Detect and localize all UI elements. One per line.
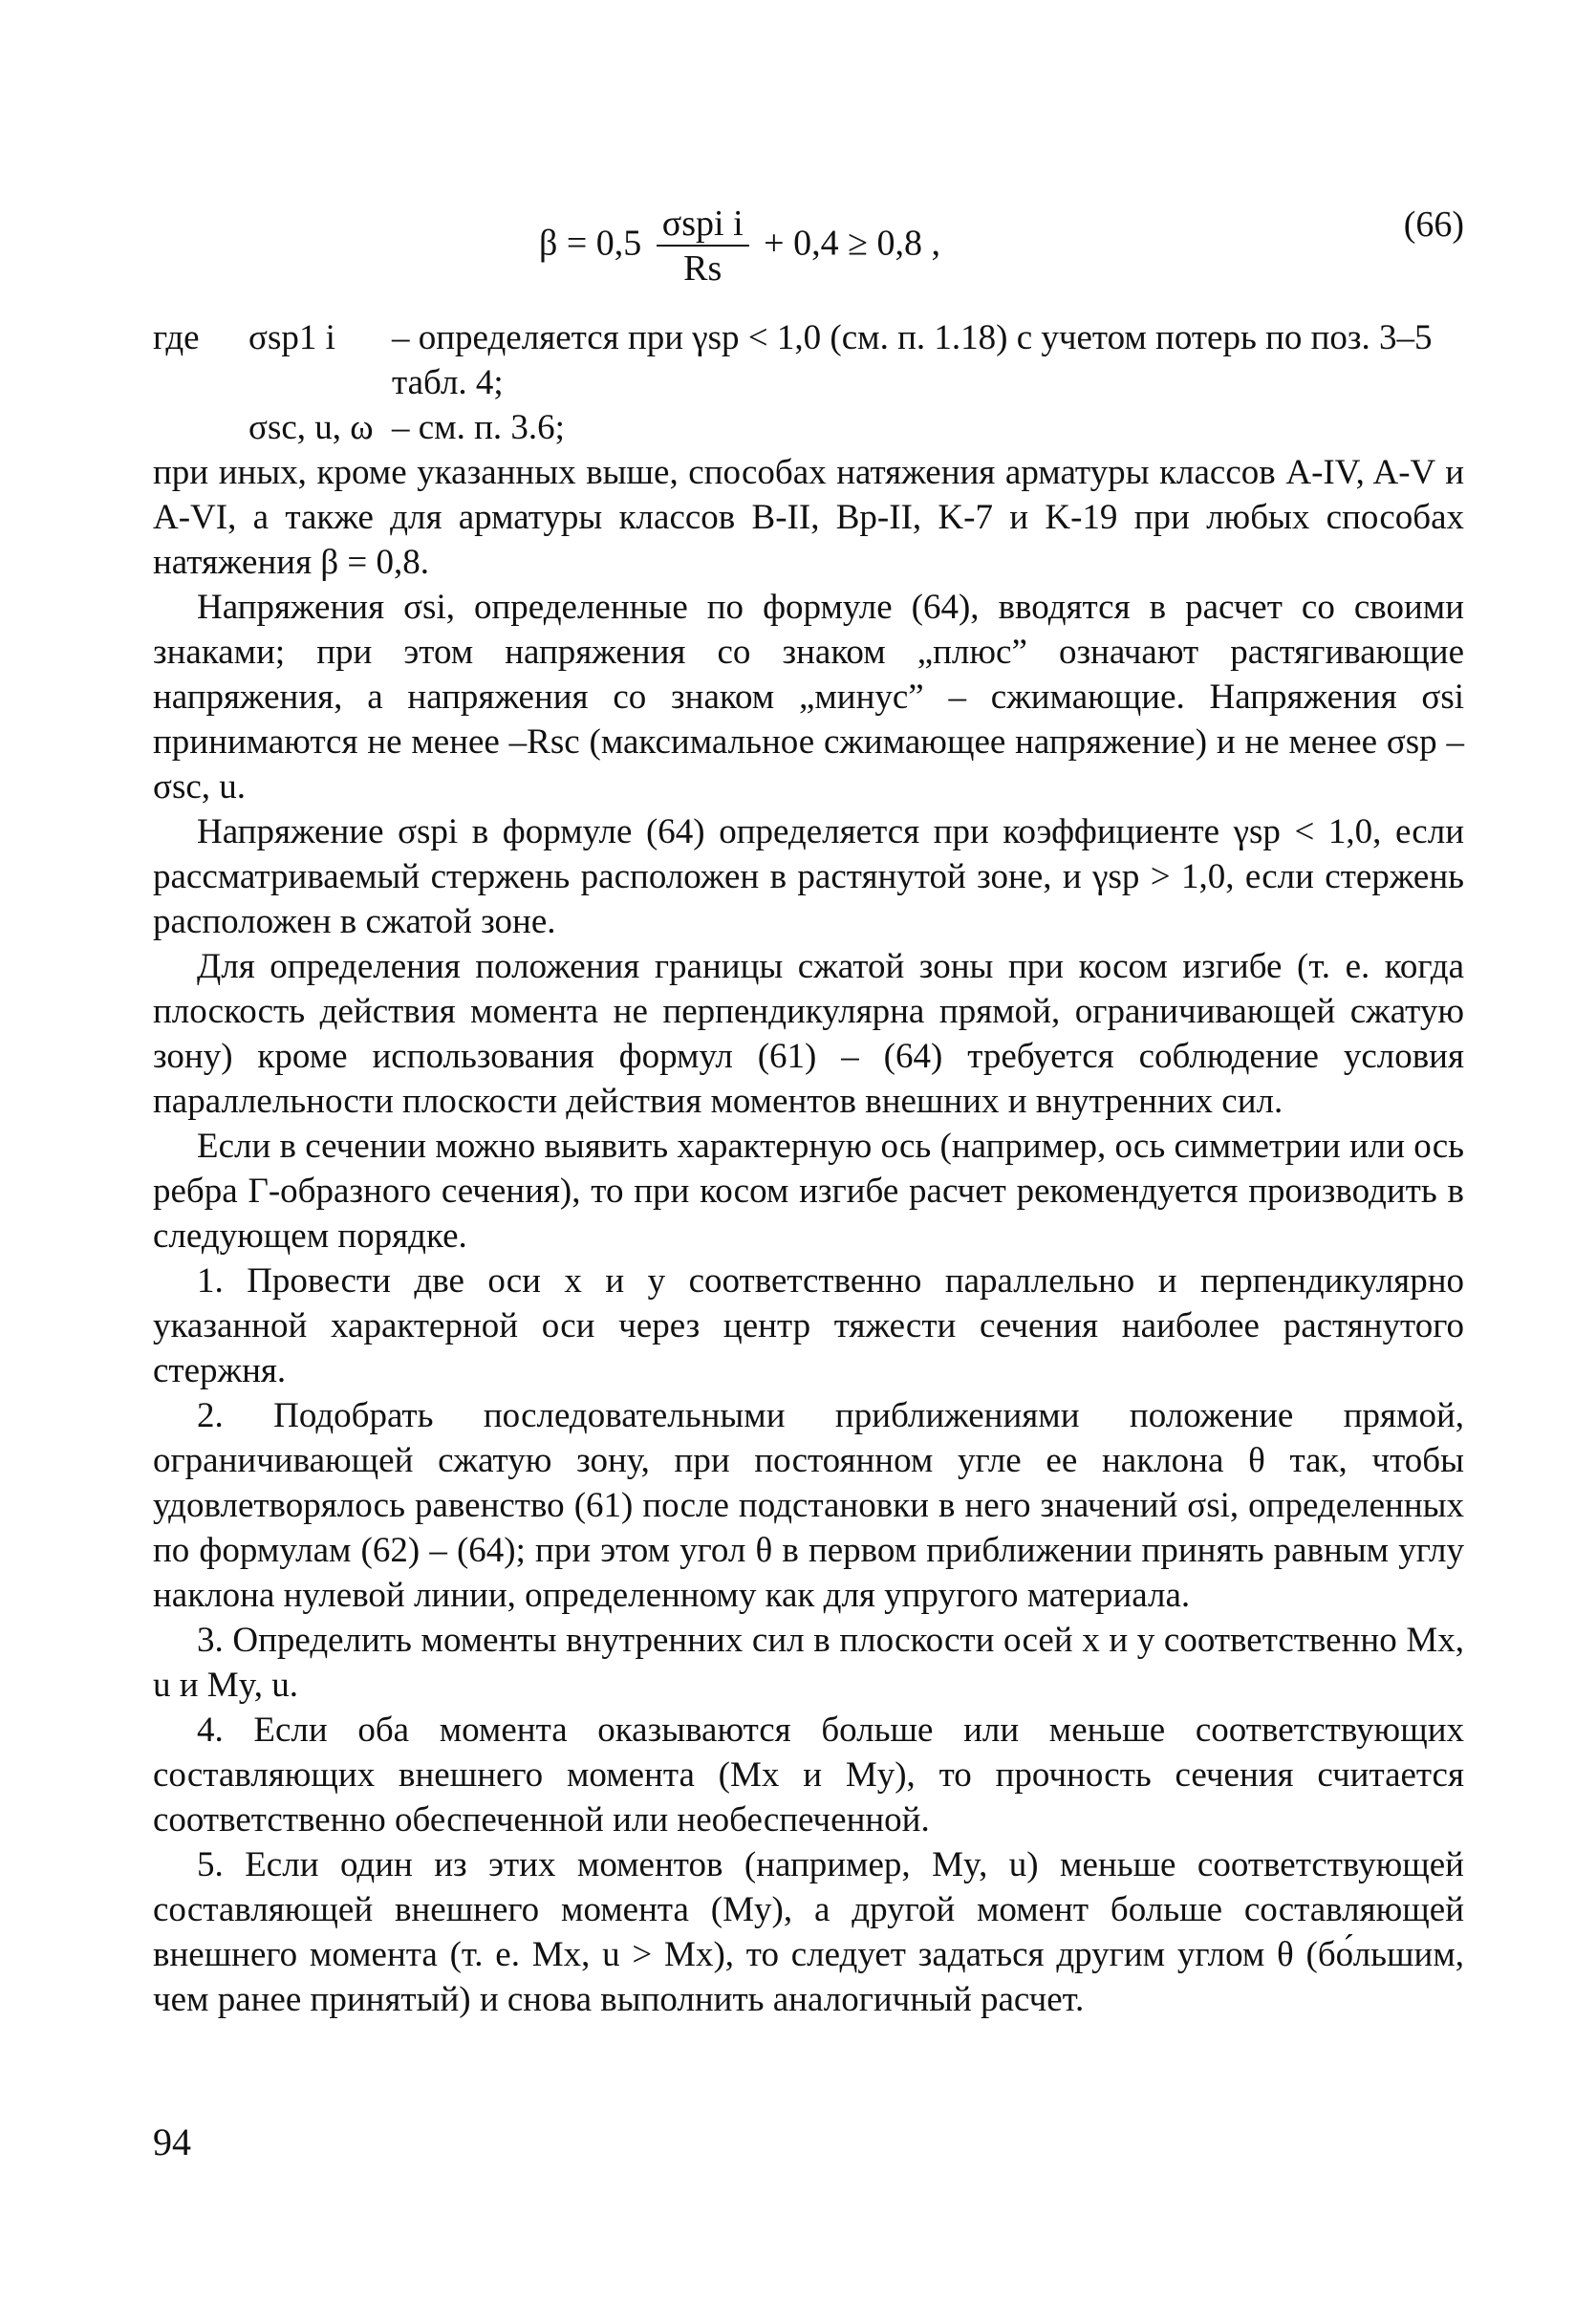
formula-expression <box>539 203 940 290</box>
list-item-3: 3. Определить моменты внутренних сил в плоскости осей x и y соответственно Mx, u и My, u. <box>153 1621 1464 1705</box>
formula-numerator: σspi i <box>657 203 749 247</box>
list-item-2: 2. Подобрать последовательными приближениями положение прямой, ограничивающей сжатую зону, при постоянном угле ее наклона θ так, чтобы удовлетворялось равенство (61) после подстановки в него значений σsi, определенных по формулам (62) – (64); при этом угол θ в первом приближении принять равным углу наклона нулевой линии, определенному как для упругого материала. <box>153 1396 1464 1615</box>
where-label: где <box>153 318 200 357</box>
where-text-2: – см. п. 3.6; <box>392 408 565 447</box>
where-text-1: – определяется при γsp < 1,0 (см. п. 1.18) с учетом потерь по поз. 3–5 табл. 4; <box>392 318 1433 402</box>
formula-66 <box>153 182 1464 315</box>
where-block <box>153 315 1464 450</box>
list-item-5: 5. Если один из этих моментов (например, My, u) меньше соответствующей составляющей внешнего момента (My), а другой момент больше составляющей внешнего момента (т. е. Mx, u > Mx), то следует задаться другим углом θ (бо́льшим, чем ранее принятый) и снова выполнить аналогичный расчет. <box>153 1845 1464 2019</box>
page-number: 94 <box>153 2120 191 2163</box>
where-symbol-1: σsp1 i <box>248 318 335 357</box>
page-body <box>153 182 1464 2022</box>
paragraph-3: Напряжение σspi в формуле (64) определяется при коэффициенте γsp < 1,0, если рассматриваемый стержень расположен в растянутой зоне, и γsp > 1,0, если стержень расположен в сжатой зоне. <box>153 812 1464 941</box>
where-item-1 <box>153 315 1464 405</box>
where-item-2 <box>153 405 1464 450</box>
formula-fraction <box>657 203 749 290</box>
formula-rhs: + 0,4 ≥ 0,8 , <box>764 223 940 264</box>
paragraph-4: Для определения положения границы сжатой зоны при косом изгибе (т. е. когда плоскость действия момента не перпендикулярна прямой, ограничивающей сжатую зону) кроме использования формул (61) – (64) требуется соблюдение условия параллельности плоскости действия моментов внешних и внутренних сил. <box>153 947 1464 1121</box>
formula-denominator: Rs <box>683 248 723 289</box>
paragraph-5: Если в сечении можно выявить характерную ось (например, ось симметрии или ось ребра Г-образного сечения), то при косом изгибе расчет рекомендуется производить в следующем порядке. <box>153 1127 1464 1256</box>
paragraph-1: при иных, кроме указанных выше, способах натяжения арматуры классов A-IV, A-V и A-VI, а также для арматуры классов B-II, Bp-II, K-7 и K-19 при любых способах натяжения β = 0,8. <box>153 453 1464 582</box>
equation-number: (66) <box>1403 204 1464 245</box>
formula-lhs: β = 0,5 <box>539 223 642 264</box>
list-item-1: 1. Провести две оси x и y соответственно параллельно и перпендикулярно указанной характерной оси через центр тяжести сечения наиболее растянутого стержня. <box>153 1261 1464 1390</box>
where-symbol-2: σsc, u, ω <box>248 408 374 447</box>
list-item-4: 4. Если оба момента оказываются больше или меньше соответствующих составляющих внешнего момента (Mx и My), то прочность сечения считается соответственно обеспеченной или необеспеченной. <box>153 1711 1464 1840</box>
paragraph-2: Напряжения σsi, определенные по формуле (64), вводятся в расчет со своими знаками; при этом напряжения со знаком „плюс” означают растягивающие напряжения, а напряжения со знаком „минус” – сжимающие. Напряжения σsi принимаются не менее –Rsc (максимальное сжимающее напряжение) и не менее σsp – σsc, u. <box>153 588 1464 807</box>
